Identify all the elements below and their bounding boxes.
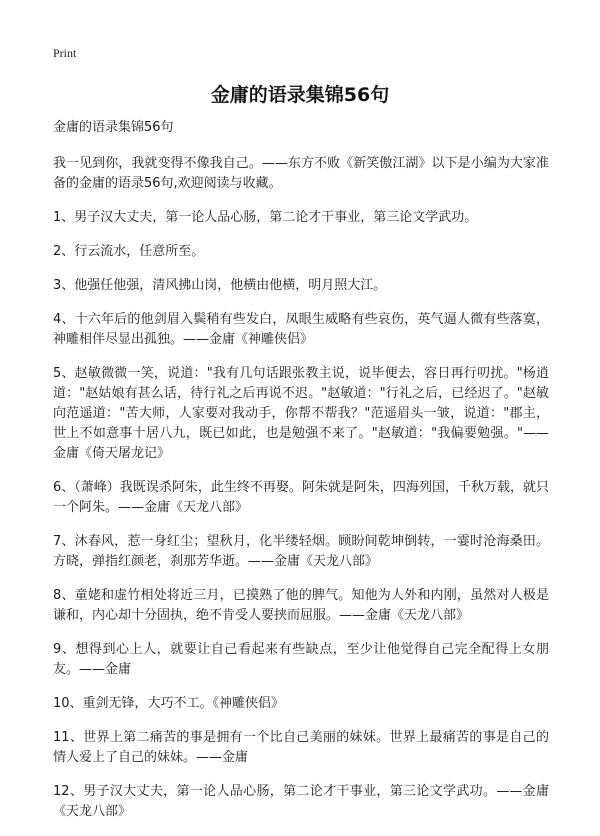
quote-item-2: 2、行云流水，任意所至。 [53, 244, 205, 259]
quote-item-9: 9、想得到心上人，就要让自己看起来有些缺点，至少让他觉得自己完全配得上女朋友。——金庸 [53, 642, 549, 677]
quote-item-6: 6、（萧峰）我既误杀阿朱，此生终不再娶。阿朱就是阿朱，四海列国，千秋万载，就只一个阿朱。——金庸《天龙八部》 [53, 480, 549, 515]
print-link[interactable]: Print [53, 46, 77, 60]
quote-item-3: 3、他强任他强，清风拂山岗，他横由他横，明月照大江。 [53, 278, 387, 293]
quote-item-1: 1、男子汉大丈夫，第一论人品心肠，第二论才干事业，第三论文学武功。 [53, 210, 478, 225]
quote-item-5: 5、赵敏微微一笑，说道："我有几句话跟张教主说，说毕便去，容日再行叨扰。"杨逍道："赵姑娘有甚么话，待行礼之后再说不迟。"赵敏道："行礼之后，已经迟了。"赵敏向范遥道："苦大师，人家要对我动手，你帮不帮我？"范遥眉头一皱，说道："郡主，世上不如意事十居八九，既已如此，也是勉强不来了。"赵敏道："我偏要勉强。"——金庸《倚天屠龙记》 [53, 366, 549, 461]
quote-item-4: 4、十六年后的他剑眉入鬓稍有些发白，凤眼生威略有些哀伤，英气逼人微有些落寞，神雕相伴尽显出孤独。——金庸《神雕侠侣》 [53, 312, 549, 347]
document-subtitle: 金庸的语录集锦56句 [53, 120, 174, 135]
document-body [53, 118, 549, 836]
quote-item-7: 7、沐春风，惹一身红尘；望秋月，化半缕轻烟。顾盼间乾坤倒转，一霎时沧海桑田。方晓，弹指红颜老，刹那芳华逝。——金庸《天龙八部》 [53, 534, 549, 569]
intro-paragraph: 我一见到你，我就变得不像我自己。——东方不败《新笑傲江湖》以下是小编为大家准备的金庸的语录56句,欢迎阅读与收藏。 [53, 156, 549, 191]
quote-item-11: 11、世界上第二痛苦的事是拥有一个比自己美丽的妹妹。世界上最痛苦的事是自己的情人爱上了自己的妹妹。——金庸 [53, 730, 549, 765]
quote-item-10: 10、重剑无锋，大巧不工。《神雕侠侣》 [53, 696, 285, 711]
quote-item-12: 12、男子汉大丈夫，第一论人品心肠，第二论才干事业，第三论文学武功。——金庸《天龙八部》 [53, 784, 549, 819]
quote-item-8: 8、童姥和虚竹相处将近三月，已摸熟了他的脾气。知他为人外和内刚，虽然对人极是谦和，内心却十分固执，绝不肯受人要挟而屈服。——金庸《天龙八部》 [53, 588, 549, 623]
page-title: 金庸的语录集锦56句 [210, 84, 390, 106]
